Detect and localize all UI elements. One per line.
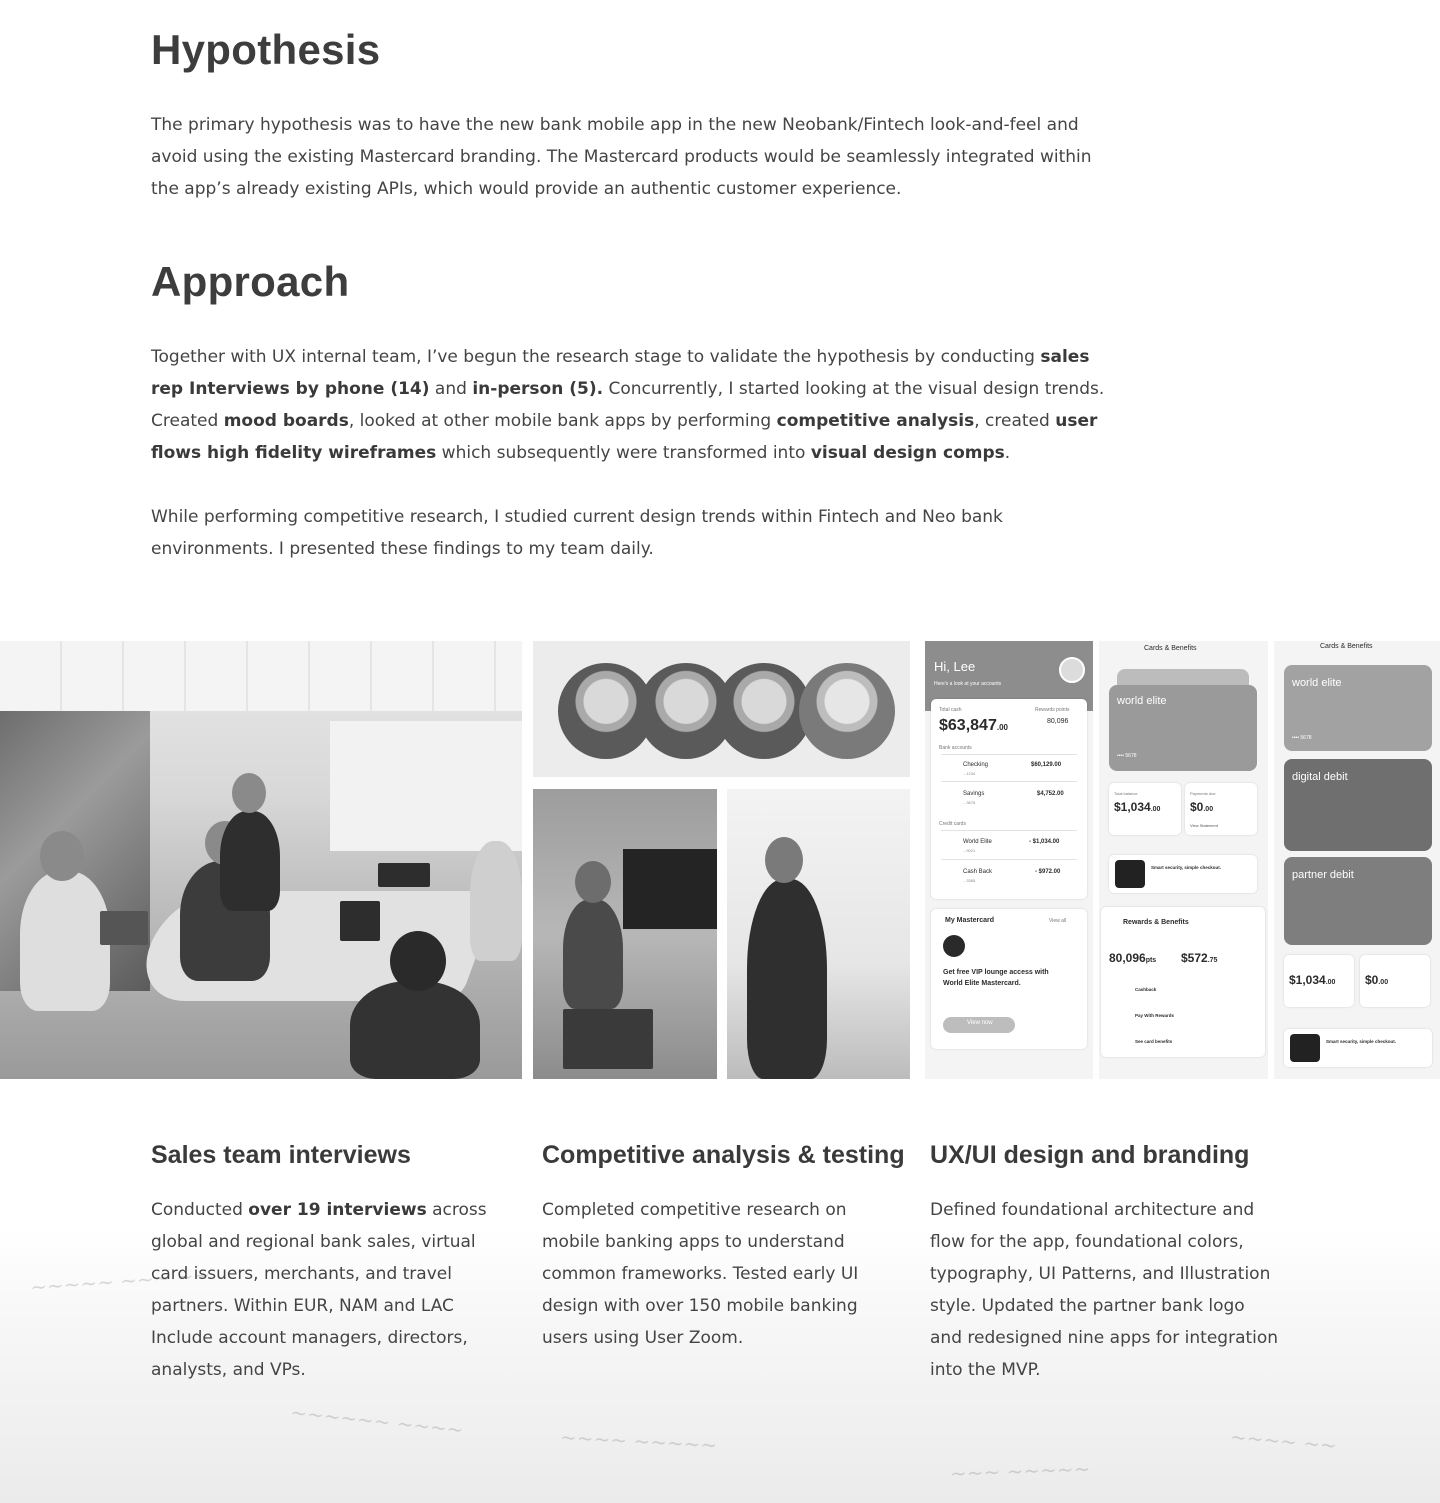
total-balance-value <box>1114 800 1160 814</box>
headshot-image <box>799 663 895 759</box>
laptop-image <box>100 911 148 945</box>
card-name: World Elite <box>963 839 992 845</box>
promo-title: Get free VIP lounge access with World Elite Mastercard. <box>943 969 1049 987</box>
card-icon <box>943 935 965 957</box>
bank-accounts-label: Bank accounts <box>939 745 972 751</box>
approach-bold: in-person (5). <box>472 379 604 399</box>
total-balance-cents: .00 <box>1150 806 1161 813</box>
payments-card <box>1360 955 1430 1007</box>
cash-cents: .75 <box>1207 957 1218 964</box>
headshot-image <box>716 663 812 759</box>
approach-text: and <box>429 379 473 399</box>
total-balance-cents: .00 <box>1325 979 1336 986</box>
avatar <box>1059 657 1085 683</box>
account-name: Savings <box>963 791 985 797</box>
presenter-photo <box>533 789 717 1079</box>
payments-due-main: $0 <box>1365 973 1379 987</box>
column-text: Defined foundational architecture and flow for the app, foundational colors, typography, UI Patterns, and Illustration style. Updated the partner bank logo and redesigned nine apps for integration into the MVP. <box>930 1200 1279 1380</box>
approach-bold: competitive analysis <box>776 411 975 431</box>
column-heading: Sales team interviews <box>151 1141 411 1169</box>
total-balance-value <box>1289 973 1335 987</box>
rewards-benefits-label: Rewards & Benefits <box>1123 919 1189 926</box>
tv-screen-image <box>623 849 717 929</box>
approach-text: . <box>1004 443 1011 463</box>
column-text: Completed competitive research on mobile banking apps to understand common frameworks. Tested early UI design with over 150 mobile banking users using User Zoom. <box>542 1200 859 1348</box>
divider <box>941 781 1077 782</box>
rewards-card <box>1101 907 1265 1057</box>
divider <box>941 754 1077 755</box>
person-image <box>563 899 623 1009</box>
app-mockup-cards <box>1099 641 1268 1079</box>
whiteboard-scribble-decoration: ~~~~~~ ~~~~ <box>289 1399 465 1443</box>
points-main: 80,096 <box>1109 951 1146 965</box>
payments-due-cents: .00 <box>1378 979 1389 986</box>
cash-value <box>1181 951 1217 965</box>
person-image <box>20 871 110 1011</box>
benefit-item[interactable]: See card benefits <box>1135 1039 1173 1044</box>
card-number: •••• 5678 <box>1292 735 1312 741</box>
account-number: ...1234 <box>963 771 976 776</box>
payments-due-value <box>1190 800 1213 814</box>
whiteboard-scribble-decoration: ~~~~~ ~~~ ~~ <box>29 1262 211 1300</box>
hypothesis-section <box>151 26 1116 205</box>
security-text: Smart security, simple checkout. <box>1151 865 1221 870</box>
credit-cards-label: Credit cards <box>939 821 966 827</box>
total-balance-main: $1,034 <box>1289 973 1326 987</box>
approach-text: , created <box>974 411 1056 431</box>
head-image <box>575 861 611 903</box>
rewards-value: 80,096 <box>1047 718 1069 725</box>
whiteboard-scribble-decoration: ~~~ ~~~~~ <box>949 1456 1091 1486</box>
benefit-item[interactable]: Cashback <box>1135 987 1157 992</box>
total-cash-value <box>939 717 1008 735</box>
presenter-photo <box>727 789 910 1079</box>
meeting-room-photo <box>0 641 522 1079</box>
approach-text: Concurrently, I started looking at the visual design trends. Created <box>151 379 1105 431</box>
hypothesis-heading: Hypothesis <box>151 26 381 73</box>
head-image <box>390 931 446 991</box>
account-amount: $60,129.00 <box>1031 762 1062 768</box>
divider <box>941 859 1077 860</box>
highlights-section <box>0 1079 1440 1503</box>
whiteboard-scribble-decoration: ~~~~ ~~~~~ <box>559 1424 718 1458</box>
whiteboard-scribble-decoration: ~~~~ ~~ <box>1229 1424 1338 1458</box>
security-text: Smart security, simple checkout. <box>1326 1039 1396 1044</box>
total-balance-main: $1,034 <box>1114 800 1151 814</box>
world-elite-card <box>1109 685 1257 771</box>
arrow-icon <box>1290 1034 1320 1062</box>
whiteboard-image <box>330 721 522 851</box>
approach-text: Together with UX internal team, I’ve begun the research stage to validate the hypothesis by conducting <box>151 347 1041 367</box>
approach-paragraph-1 <box>151 341 1116 469</box>
view-statement-link[interactable]: View Statement <box>1190 823 1218 828</box>
benefit-item[interactable]: Pay With Rewards <box>1135 1013 1174 1018</box>
payments-due-label: Payments due <box>1190 791 1216 796</box>
payments-due-cents: .00 <box>1203 806 1214 813</box>
head-image <box>765 837 803 883</box>
card-number: ...3365 <box>963 878 976 883</box>
approach-bold: sales rep Interviews by phone (14) <box>151 347 1090 399</box>
account-number: ...3678 <box>963 800 976 805</box>
partner-debit-card <box>1284 857 1432 945</box>
total-cash-label: Total cash <box>939 707 962 713</box>
laptop-image <box>340 901 380 941</box>
balance-card <box>1284 955 1354 1007</box>
account-amount: $4,752.00 <box>1037 791 1064 797</box>
card-number: •••• 5678 <box>1117 753 1137 759</box>
cash-main: $572 <box>1181 951 1208 965</box>
approach-paragraph-2: While performing competitive research, I studied current design trends within Fintech and Neo bank environments. I presented these findings to my team daily. <box>151 507 1003 559</box>
approach-section <box>151 258 1116 565</box>
head-image <box>40 831 84 881</box>
laptop-image <box>563 1009 653 1069</box>
image-strip <box>0 641 1440 1079</box>
view-now-label: View now <box>967 1020 993 1026</box>
points-value <box>1109 951 1156 965</box>
rewards-label: Rewards points <box>1035 707 1070 713</box>
total-balance-label: Total balance <box>1114 791 1138 796</box>
laptop-image <box>378 863 430 887</box>
arrow-icon <box>1115 860 1145 888</box>
security-banner <box>1284 1029 1432 1067</box>
column-heading: Competitive analysis & testing <box>542 1141 905 1169</box>
approach-bold: user flows high fidelity wireframes <box>151 411 1098 463</box>
app-mockup-wallet <box>1274 641 1440 1079</box>
world-elite-card <box>1284 665 1432 751</box>
column-heading: UX/UI design and branding <box>930 1141 1250 1169</box>
payments-card <box>1185 783 1257 835</box>
card-brand: world elite <box>1292 677 1342 689</box>
ceiling-image <box>0 641 522 711</box>
column-text-bold: over 19 interviews <box>248 1200 427 1220</box>
payments-due-main: $0 <box>1190 800 1204 814</box>
card-amount: - $1,034.00 <box>1029 839 1060 845</box>
total-cash-cents: .00 <box>996 723 1008 732</box>
card-name: Cash Back <box>963 869 993 875</box>
account-name: Checking <box>963 762 989 768</box>
approach-bold: visual design comps <box>810 443 1005 463</box>
person-image <box>470 841 522 961</box>
view-all-link[interactable]: View all <box>1049 918 1067 924</box>
total-cash-main: $63,847 <box>939 717 997 734</box>
mockup-title: Cards & Benefits <box>1320 643 1373 650</box>
column-text <box>151 1194 516 1386</box>
card-brand: partner debit <box>1292 869 1354 881</box>
security-banner <box>1109 855 1257 893</box>
card-brand: digital debit <box>1292 771 1348 783</box>
head-image <box>232 773 266 813</box>
card-number: ...9021 <box>963 848 976 853</box>
accounts-card <box>931 699 1087 899</box>
person-image <box>350 981 480 1079</box>
mockup-greeting: Hi, Lee <box>934 659 976 674</box>
payments-due-value <box>1365 973 1388 987</box>
mockup-subtitle: Here's a look at your accounts <box>934 681 1002 687</box>
card-amount: - $972.00 <box>1035 869 1061 875</box>
divider <box>941 830 1077 831</box>
approach-heading: Approach <box>151 258 350 305</box>
hypothesis-text: The primary hypothesis was to have the new bank mobile app in the new Neobank/Fintech look-and-feel and avoid using the existing Mastercard branding. The Mastercard products would be seamlessly integrated within the app’s already existing APIs, which would provide an authentic customer experience. <box>151 115 1092 199</box>
my-mastercard-label: My Mastercard <box>945 917 995 924</box>
points-unit: pts <box>1145 957 1157 964</box>
my-mastercard-card <box>931 909 1087 1049</box>
team-headshots-image <box>533 641 910 777</box>
column-text-part: Conducted <box>151 1200 249 1220</box>
approach-bold: mood boards <box>223 411 349 431</box>
person-image <box>747 879 827 1079</box>
balance-card <box>1109 783 1181 835</box>
column-text-part: across global and regional bank sales, virtual card issuers, merchants, and travel partners. Within EUR, NAM and LAC Include account managers, directors, analysts, and VPs. <box>151 1200 487 1380</box>
approach-text: which subsequently were transformed into <box>436 443 811 463</box>
person-image <box>220 811 280 911</box>
card-brand: world elite <box>1117 695 1167 707</box>
approach-text: , looked at other mobile bank apps by performing <box>348 411 777 431</box>
digital-debit-card <box>1284 759 1432 851</box>
mockup-title: Cards & Benefits <box>1144 645 1197 652</box>
app-mockup-home <box>925 641 1093 1079</box>
